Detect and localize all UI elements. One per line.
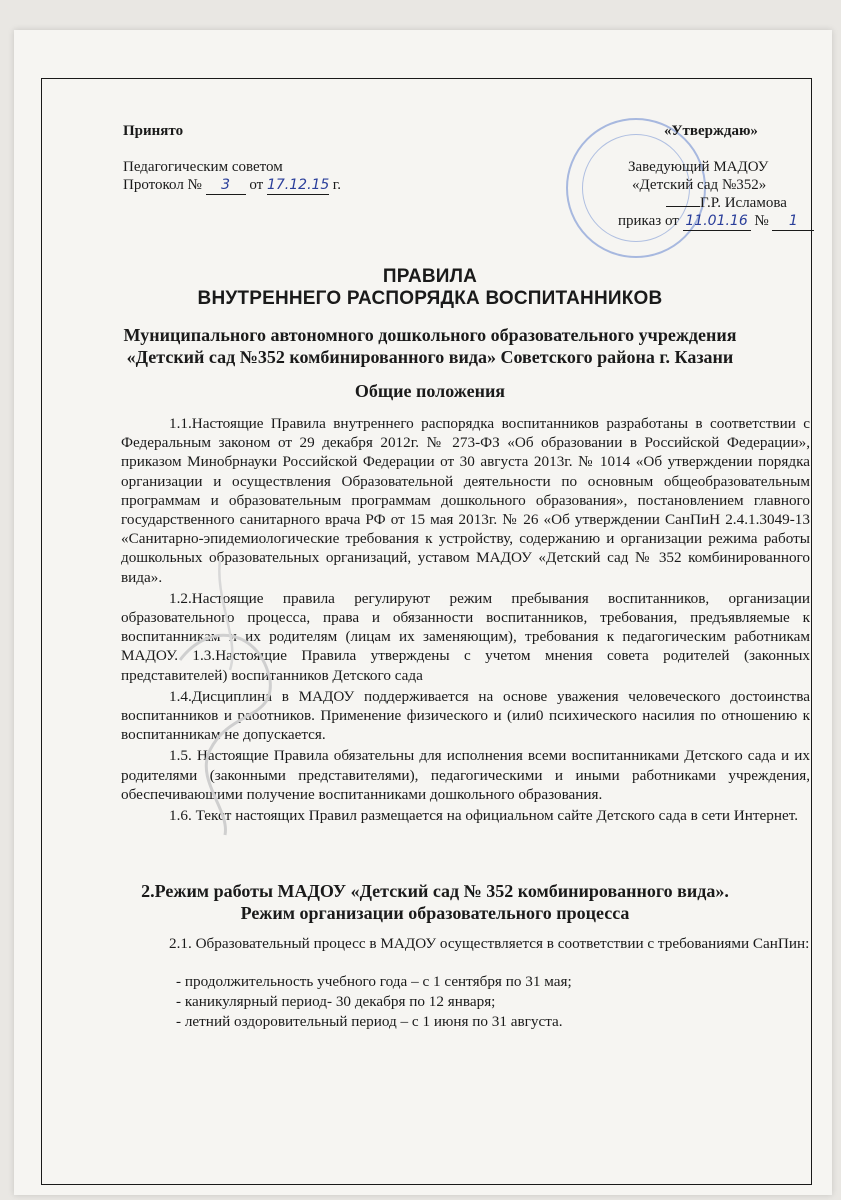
section2-body xyxy=(121,934,810,953)
section1-heading: Общие положения xyxy=(354,381,506,401)
accepted-label: Принято xyxy=(123,123,184,139)
head-title: Заведующий МАДОУ xyxy=(628,159,769,175)
paragraph-1-5: 1.5. Настоящие Правила обязательны для исполнения всеми воспитанниками Детского сада и их родителями (законными представителями), педагогическими и иными работниками учреждения, обеспечивающими получение воспитанниками дошкольного образования. xyxy=(121,747,810,803)
schedule-list xyxy=(176,972,572,1032)
protocol-date-handwritten: 17.12.15 xyxy=(266,177,330,193)
paragraph-1-6: 1.6. Текст настоящих Правил размещается на официальном сайте Детского сада в сети Интернет. xyxy=(169,807,799,825)
order-line: приказ от 11.01.16 № 1 xyxy=(618,212,828,231)
list-item: - продолжительность учебного года – с 1 сентября по 31 мая; xyxy=(176,973,572,990)
section1-body xyxy=(121,414,810,825)
paragraph-1-4: 1.4.Дисциплина в МАДОУ поддерживается на основе уважения человеческого достоинства воспитанников и работников. Применение физического и (или0 психического насилия по отношению к воспитанникам не допускается. xyxy=(121,687,810,744)
list-item: - летний оздоровительный период – с 1 июня по 31 августа. xyxy=(176,1013,563,1030)
protocol-line: Протокол № 3 от 17.12.15 г. xyxy=(123,177,341,193)
protocol-number-handwritten: 3 xyxy=(221,177,231,193)
paragraph-2-1: 2.1. Образовательный процесс в МАДОУ осуществляется в соответствии с требованиями СанПин: xyxy=(169,935,810,952)
kindergarten-name: «Детский сад №352» xyxy=(632,177,767,193)
organization-name: Муниципального автономного дошкольного образовательного учреждения «Детский сад №352 комбинированного вида» Советского района г. Казани xyxy=(123,325,737,367)
paragraph-1-1: 1.1.Настоящие Правила внутреннего распорядка воспитанников разработаны в соответствии с Федеральным законом от 29 декабря 2012г. № 273-ФЗ «Об образовании в Российской Федерации», приказом Минобрнауки Российской Федерации от 30 августа 2013г. № 1014 «Об утверждении порядка организации и осуществления Образовательной деятельности по основным общеобразовательным программам и образовательным программам дошкольного образования», постановлением главного государственного санитарного врача РФ от 15 мая 2013г. № 26 «Об утверждении СанПиН 2.4.1.3049-13 «Санитарно-эпидемиологические требования к устройству, содержанию и организации режима работы дошкольных образовательных организаций, уставом МАДОУ «Детский сад № 352 комбинированного вида». xyxy=(121,415,810,586)
paragraph-1-2: 1.2.Настоящие правила регулируют режим пребывания воспитанников, организации образовательного процесса, права и обязанности воспитанников, требования, предъявляемые к воспитанникам и их родителям (лицам их заменяющим), требования к педагогическим работникам МАДОУ. 1.3.Настоящие Правила утверждены с учетом мнения совета родителей (законных представителей) воспитанников Детского сада xyxy=(121,589,810,684)
order-date-handwritten: 11.01.16 xyxy=(685,213,748,229)
order-number-handwritten: 1 xyxy=(788,213,798,229)
signatory-line: Г.Р. Исламова xyxy=(618,194,828,212)
council-label: Педагогическим советом xyxy=(123,159,283,175)
document-title: ПРАВИЛА xyxy=(382,266,478,287)
approve-label: «Утверждаю» xyxy=(664,123,758,139)
section2-heading: 2.Режим работы МАДОУ «Детский сад № 352 комбинированного вида». Режим организации образовательного процесса xyxy=(141,881,729,923)
signature-field xyxy=(666,206,700,207)
approval-block xyxy=(618,122,828,231)
list-item: - каникулярный период- 30 декабря по 12 января; xyxy=(176,993,496,1010)
document-title-line2: ВНУТРЕННЕГО РАСПОРЯДКА ВОСПИТАННИКОВ xyxy=(197,288,663,309)
accepted-block xyxy=(123,122,423,195)
